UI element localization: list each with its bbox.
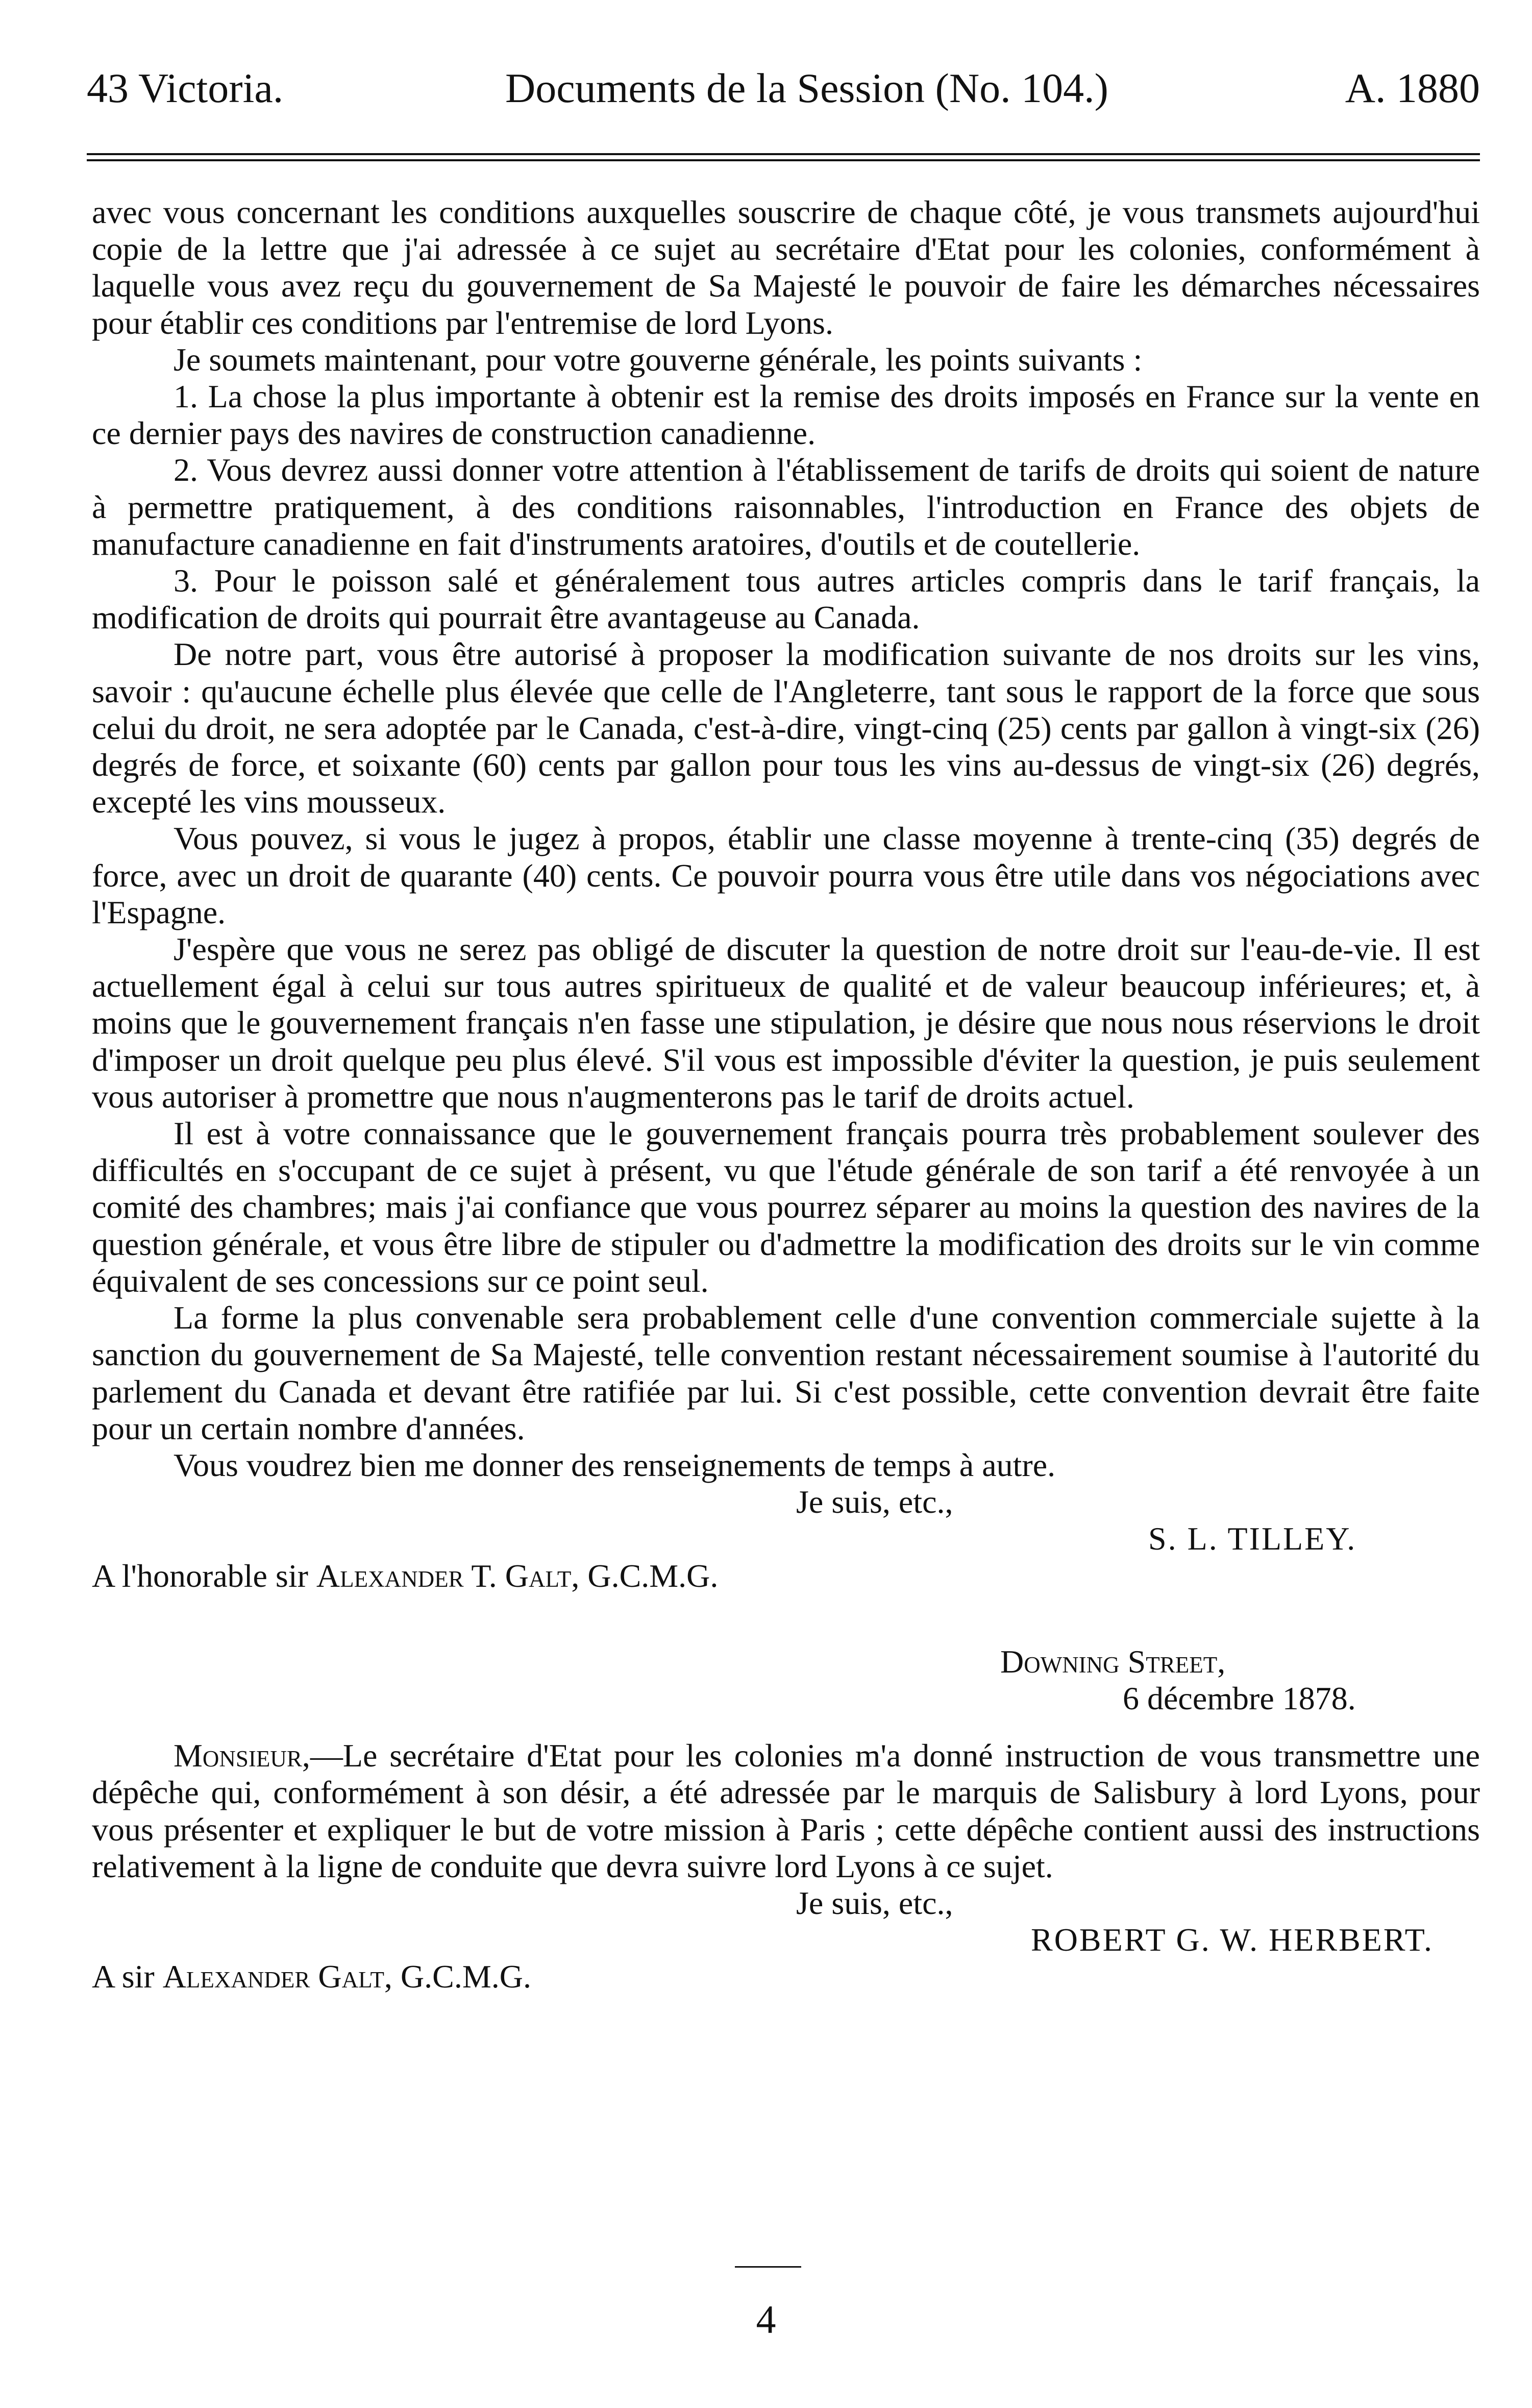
letter2-addressee-name: Alexander Galt, bbox=[162, 1958, 392, 1995]
document-body bbox=[92, 194, 1480, 1996]
letter1-point-1: 1. La chose la plus importante à obtenir est la remise des droits imposés en France sur la vente en ce dernier pays des navires de construction canadienne. bbox=[92, 378, 1480, 452]
letter1-paragraph-brandy: J'espère que vous ne serez pas obligé de discuter la question de notre droit sur l'eau-de-vie. Il est actuellement égal à celui sur tous autres spiritueux de qualité et de valeur beaucoup inférieures; et, à moins que le gouvernement français n'en fasse une stipulation, je désire que nous nous réservions le droit d'imposer un droit quelque peu plus élevé. S'il vous est impossible d'éviter la question, je puis seulement vous autoriser à promettre que nous n'augmenterons pas le tarif de droits actuel. bbox=[92, 931, 1480, 1115]
letter2-salutation: Monsieur, bbox=[174, 1737, 310, 1774]
header-rule-top bbox=[87, 153, 1480, 155]
letter1-addressee-prefix: A l'honorable sir bbox=[92, 1557, 316, 1594]
letter2-addressee-prefix: A sir bbox=[92, 1958, 163, 1995]
header-document-title: Documents de la Session (No. 104.) bbox=[505, 65, 1108, 111]
letter1-addressee-suffix: G.C.M.G. bbox=[579, 1557, 719, 1594]
letter1-paragraph-wine: De notre part, vous être autorisé à proposer la modification suivante de nos droits sur les vins, savoir : qu'aucune échelle plus élevée que celle de l'Angleterre, tant sous le rapport de la force que sous celui du droit, ne sera adoptée par le Canada, c'est-à-dire, vingt-cinq (25) cents par gallon à vingt-six (26) degrés de force, et soixante (60) cents par gallon pour tous les vins au-dessus de vingt-six (26) degrés, excepté les vins mousseux. bbox=[92, 636, 1480, 820]
letter1-paragraph-difficulties: Il est à votre connaissance que le gouvernement français pourra très probablement soulever des difficultés en s'occupant de ce sujet à présent, vu que l'étude générale de son tarif a été renvoyée à un comité des chambres; mais j'ai confiance que vous pourrez séparer au moins la question des navires de la question générale, et vous être libre de stipuler ou d'admettre la modification des droits sur le vin comme équivalent de ses concessions sur ce point seul. bbox=[92, 1115, 1480, 1299]
letter2-closing: Je suis, etc., bbox=[796, 1884, 953, 1921]
letter2-signature: ROBERT G. W. HERBERT. bbox=[1031, 1922, 1434, 1958]
letter1-point-3: 3. Pour le poisson salé et généralement tous autres articles compris dans le tarif français, la modification de droits qui pourrait être avantageuse au Canada. bbox=[92, 562, 1480, 636]
letter1-paragraph-2: Je soumets maintenant, pour votre gouverne générale, les points suivants : bbox=[174, 341, 1143, 378]
letter1-paragraph-information: Vous voudrez bien me donner des renseignements de temps à autre. bbox=[174, 1446, 1056, 1483]
letter2-place bbox=[92, 1643, 1480, 1680]
page-number: 4 bbox=[756, 2297, 776, 2342]
footer-divider bbox=[735, 2266, 801, 2268]
letter1-point-2: 2. Vous devrez aussi donner votre attention à l'établissement de tarifs de droits qui soient de nature à permettre pratiquement, à des conditions raisonnables, l'introduction en France des objets de manufacture canadienne en fait d'instruments aratoires, d'outils et de coutellerie. bbox=[92, 452, 1480, 562]
letter1-closing: Je suis, etc., bbox=[796, 1484, 953, 1520]
letter2-addressee bbox=[92, 1958, 1480, 1995]
header-session-year: 43 Victoria. bbox=[87, 65, 284, 111]
letter2-addressee-suffix: G.C.M.G. bbox=[392, 1958, 531, 1995]
letter2-date: 6 décembre 1878. bbox=[1123, 1680, 1356, 1716]
running-header bbox=[87, 65, 1480, 111]
header-year: A. 1880 bbox=[1345, 65, 1480, 111]
letter1-addressee-name: Alexander T. Galt, bbox=[316, 1557, 580, 1594]
letter2-place-text: Downing Street, bbox=[1000, 1643, 1226, 1680]
letter1-paragraph-convention: La forme la plus convenable sera probablement celle d'une convention commerciale sujette à la sanction du gouvernement de Sa Majesté, telle convention restant nécessairement soumise à l'autorité du parlement du Canada et devant être ratifiée par lui. Si c'est possible, cette convention devrait être faite pour un certain nombre d'années. bbox=[92, 1299, 1480, 1446]
letter1-addressee bbox=[92, 1558, 1480, 1594]
letter1-paragraph-middle-class: Vous pouvez, si vous le jugez à propos, établir une classe moyenne à trente-cinq (35) degrés de force, avec un droit de quarante (40) cents. Ce pouvoir pourra vous être utile dans vos négociations avec l'Espagne. bbox=[92, 820, 1480, 930]
letter1-signature: S. L. TILLEY. bbox=[1148, 1520, 1357, 1557]
header-rule-bottom bbox=[87, 159, 1480, 161]
letter2-body bbox=[92, 1737, 1480, 1885]
letter1-paragraph-1: avec vous concernant les conditions auxquelles souscrire de chaque côté, je vous transmets aujourd'hui copie de la lettre que j'ai adressée à ce sujet au secrétaire d'Etat pour les colonies, conformément à laquelle vous avez reçu du gouvernement de Sa Majesté le pouvoir de faire les démarches nécessaires pour établir ces conditions par l'entremise de lord Lyons. bbox=[92, 194, 1480, 341]
letter2-body-text: —Le secrétaire d'Etat pour les colonies m'a donné instruction de vous transmettre une dépêche qui, conformément à son désir, a été adressée par le marquis de Salisbury à lord Lyons, pour vous présenter et expliquer le but de votre mission à Paris ; cette dépêche contient aussi des instructions relativement à la ligne de conduite que devra suivre lord Lyons à ce sujet. bbox=[92, 1737, 1480, 1884]
